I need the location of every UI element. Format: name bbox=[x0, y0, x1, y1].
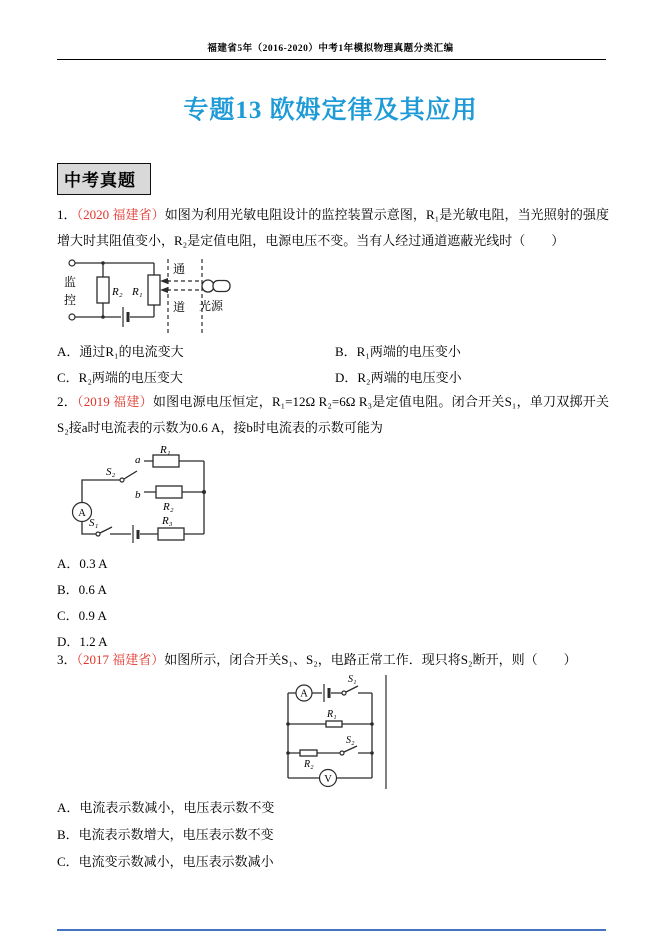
q3-option-a: A．电流表示数减小，电压表示数不变 bbox=[57, 800, 275, 815]
section-heading: 中考真题 bbox=[57, 163, 151, 195]
q1-channel-label-1: 通 bbox=[173, 262, 186, 276]
q3-junction-2 bbox=[370, 722, 374, 726]
q3-ammeter-letter: A bbox=[300, 688, 308, 700]
q1-resistor-r2-icon bbox=[97, 277, 109, 303]
q3-junction-1 bbox=[286, 722, 290, 726]
q1-circuit-diagram bbox=[62, 253, 234, 339]
q2-s1-pivot bbox=[96, 532, 100, 536]
q2-r2-label: R₂ bbox=[163, 501, 174, 513]
footer-divider bbox=[57, 929, 606, 931]
q1-junction-bottom bbox=[101, 315, 105, 319]
question-2-number: 2． bbox=[57, 394, 77, 409]
q1-option-b: B．R₁两端的电压变小 bbox=[335, 344, 461, 359]
question-1-source-tag: （2020 福建省） bbox=[76, 207, 165, 222]
question-3-stem: 如图所示，闭合开关S₁、S₂，电路正常工作．现只将S₂断开，则（ ） bbox=[164, 652, 577, 667]
q1-lamp-head-icon bbox=[202, 280, 214, 292]
q2-option-b: B．0.6 A bbox=[57, 582, 107, 597]
q2-options bbox=[57, 551, 108, 655]
q3-r2-label: R₂ bbox=[304, 759, 314, 770]
q3-resistor-r1-icon bbox=[326, 721, 342, 727]
q3-option-b: B．电流表示数增大，电压表示数不变 bbox=[57, 827, 274, 842]
q1-resistor-r1-icon bbox=[148, 275, 160, 305]
q1-light-arrow-1-icon bbox=[160, 278, 168, 284]
q2-resistor-r1-icon bbox=[153, 455, 179, 467]
question-2-text bbox=[57, 389, 609, 441]
q1-option-d: D．R₂两端的电压变小 bbox=[335, 370, 462, 385]
q1-options bbox=[57, 339, 609, 391]
q3-junction-3 bbox=[286, 751, 290, 755]
q1-option-c: C．R₂两端的电压变大 bbox=[57, 370, 183, 385]
question-1-stem: 如图为利用光敏电阻设计的监控装置示意图，R₁是光敏电阻，当光照射的强度增大时其阻值变小，R₂是定值电阻，电源电压不变。当有人经过通道遮蔽光线时（ ） bbox=[57, 207, 609, 248]
q2-resistor-r2-icon bbox=[156, 486, 182, 498]
q1-light-source-label: 光源 bbox=[199, 299, 224, 313]
document-title: 专题13 欧姆定律及其应用 bbox=[183, 97, 478, 124]
q2-option-d: D．1.2 A bbox=[57, 634, 108, 649]
question-2-source-tag: （2019 福建） bbox=[76, 394, 153, 409]
q3-s2-pivot bbox=[340, 751, 344, 755]
page-header: 福建省5年（2016-2020）中考1年模拟物理真题分类汇编 bbox=[207, 44, 454, 54]
q3-option-c: C．电流变示数减小，电压表示数减小 bbox=[57, 854, 274, 869]
q3-s2-blade bbox=[344, 746, 357, 752]
q2-resistor-r3-icon bbox=[158, 528, 184, 540]
q3-r1-label: R₁ bbox=[327, 709, 337, 720]
q1-channel-label-2: 道 bbox=[173, 300, 186, 314]
q3-s1-pivot bbox=[342, 691, 346, 695]
q3-voltmeter-letter: V bbox=[324, 774, 332, 785]
q3-s2-label: S₂ bbox=[346, 735, 355, 746]
q1-r1-label: R₁ bbox=[132, 286, 143, 298]
q1-terminal-bottom-icon bbox=[69, 314, 75, 320]
q1-light-arrow-2-icon bbox=[160, 287, 168, 293]
q2-contact-b-label: b bbox=[135, 489, 141, 501]
q2-contact-a-label: a bbox=[135, 454, 141, 466]
q3-circuit-diagram bbox=[270, 673, 450, 791]
q3-options bbox=[57, 794, 274, 875]
q2-ammeter-letter: A bbox=[78, 508, 86, 519]
q3-wires bbox=[288, 693, 372, 778]
q2-circuit-diagram bbox=[58, 446, 258, 551]
q1-option-a: A．通过R₁的电流变大 bbox=[57, 344, 184, 359]
q2-s2-blade bbox=[124, 471, 137, 479]
q1-monitor-label-1: 监 bbox=[64, 275, 77, 289]
q3-s1-blade bbox=[346, 686, 358, 692]
q2-s1-label: S₁ bbox=[89, 517, 99, 529]
q3-s1-label: S₁ bbox=[348, 674, 357, 685]
q2-option-a: A．0.3 A bbox=[57, 556, 108, 571]
q1-r2-label: R₂ bbox=[112, 286, 123, 298]
question-3-text bbox=[57, 647, 609, 673]
q2-option-c: C．0.9 A bbox=[57, 608, 107, 623]
q2-junction bbox=[202, 490, 206, 494]
q2-s2-label: S₂ bbox=[106, 466, 116, 478]
header-divider bbox=[57, 59, 606, 60]
q2-r1-label: R₁ bbox=[160, 446, 171, 456]
question-3-number: 3． bbox=[57, 652, 77, 667]
q3-resistor-r2-icon bbox=[300, 750, 317, 756]
question-1-text bbox=[57, 202, 609, 254]
q2-s1-blade bbox=[100, 527, 112, 533]
q3-junction-4 bbox=[370, 751, 374, 755]
question-2-stem: 如图电源电压恒定，R₁=12Ω R₂=6Ω R₃是定值电阻。闭合开关S₁，单刀双掷开关S₂接a时电流表的示数为0.6 A，接b时电流表的示数可能为 bbox=[57, 394, 609, 435]
q1-light-ray-lines bbox=[166, 281, 199, 290]
question-1-number: 1． bbox=[57, 207, 77, 222]
question-3-source-tag: （2017 福建省） bbox=[76, 652, 165, 667]
q2-r3-label: R₃ bbox=[162, 515, 173, 527]
q1-lamp-body-icon bbox=[213, 281, 230, 292]
q2-s2-pivot bbox=[120, 478, 124, 482]
q2-wires bbox=[82, 461, 204, 534]
q1-monitor-label-2: 控 bbox=[64, 293, 77, 307]
q1-junction-top bbox=[101, 261, 105, 265]
q1-terminal-top-icon bbox=[69, 260, 75, 266]
